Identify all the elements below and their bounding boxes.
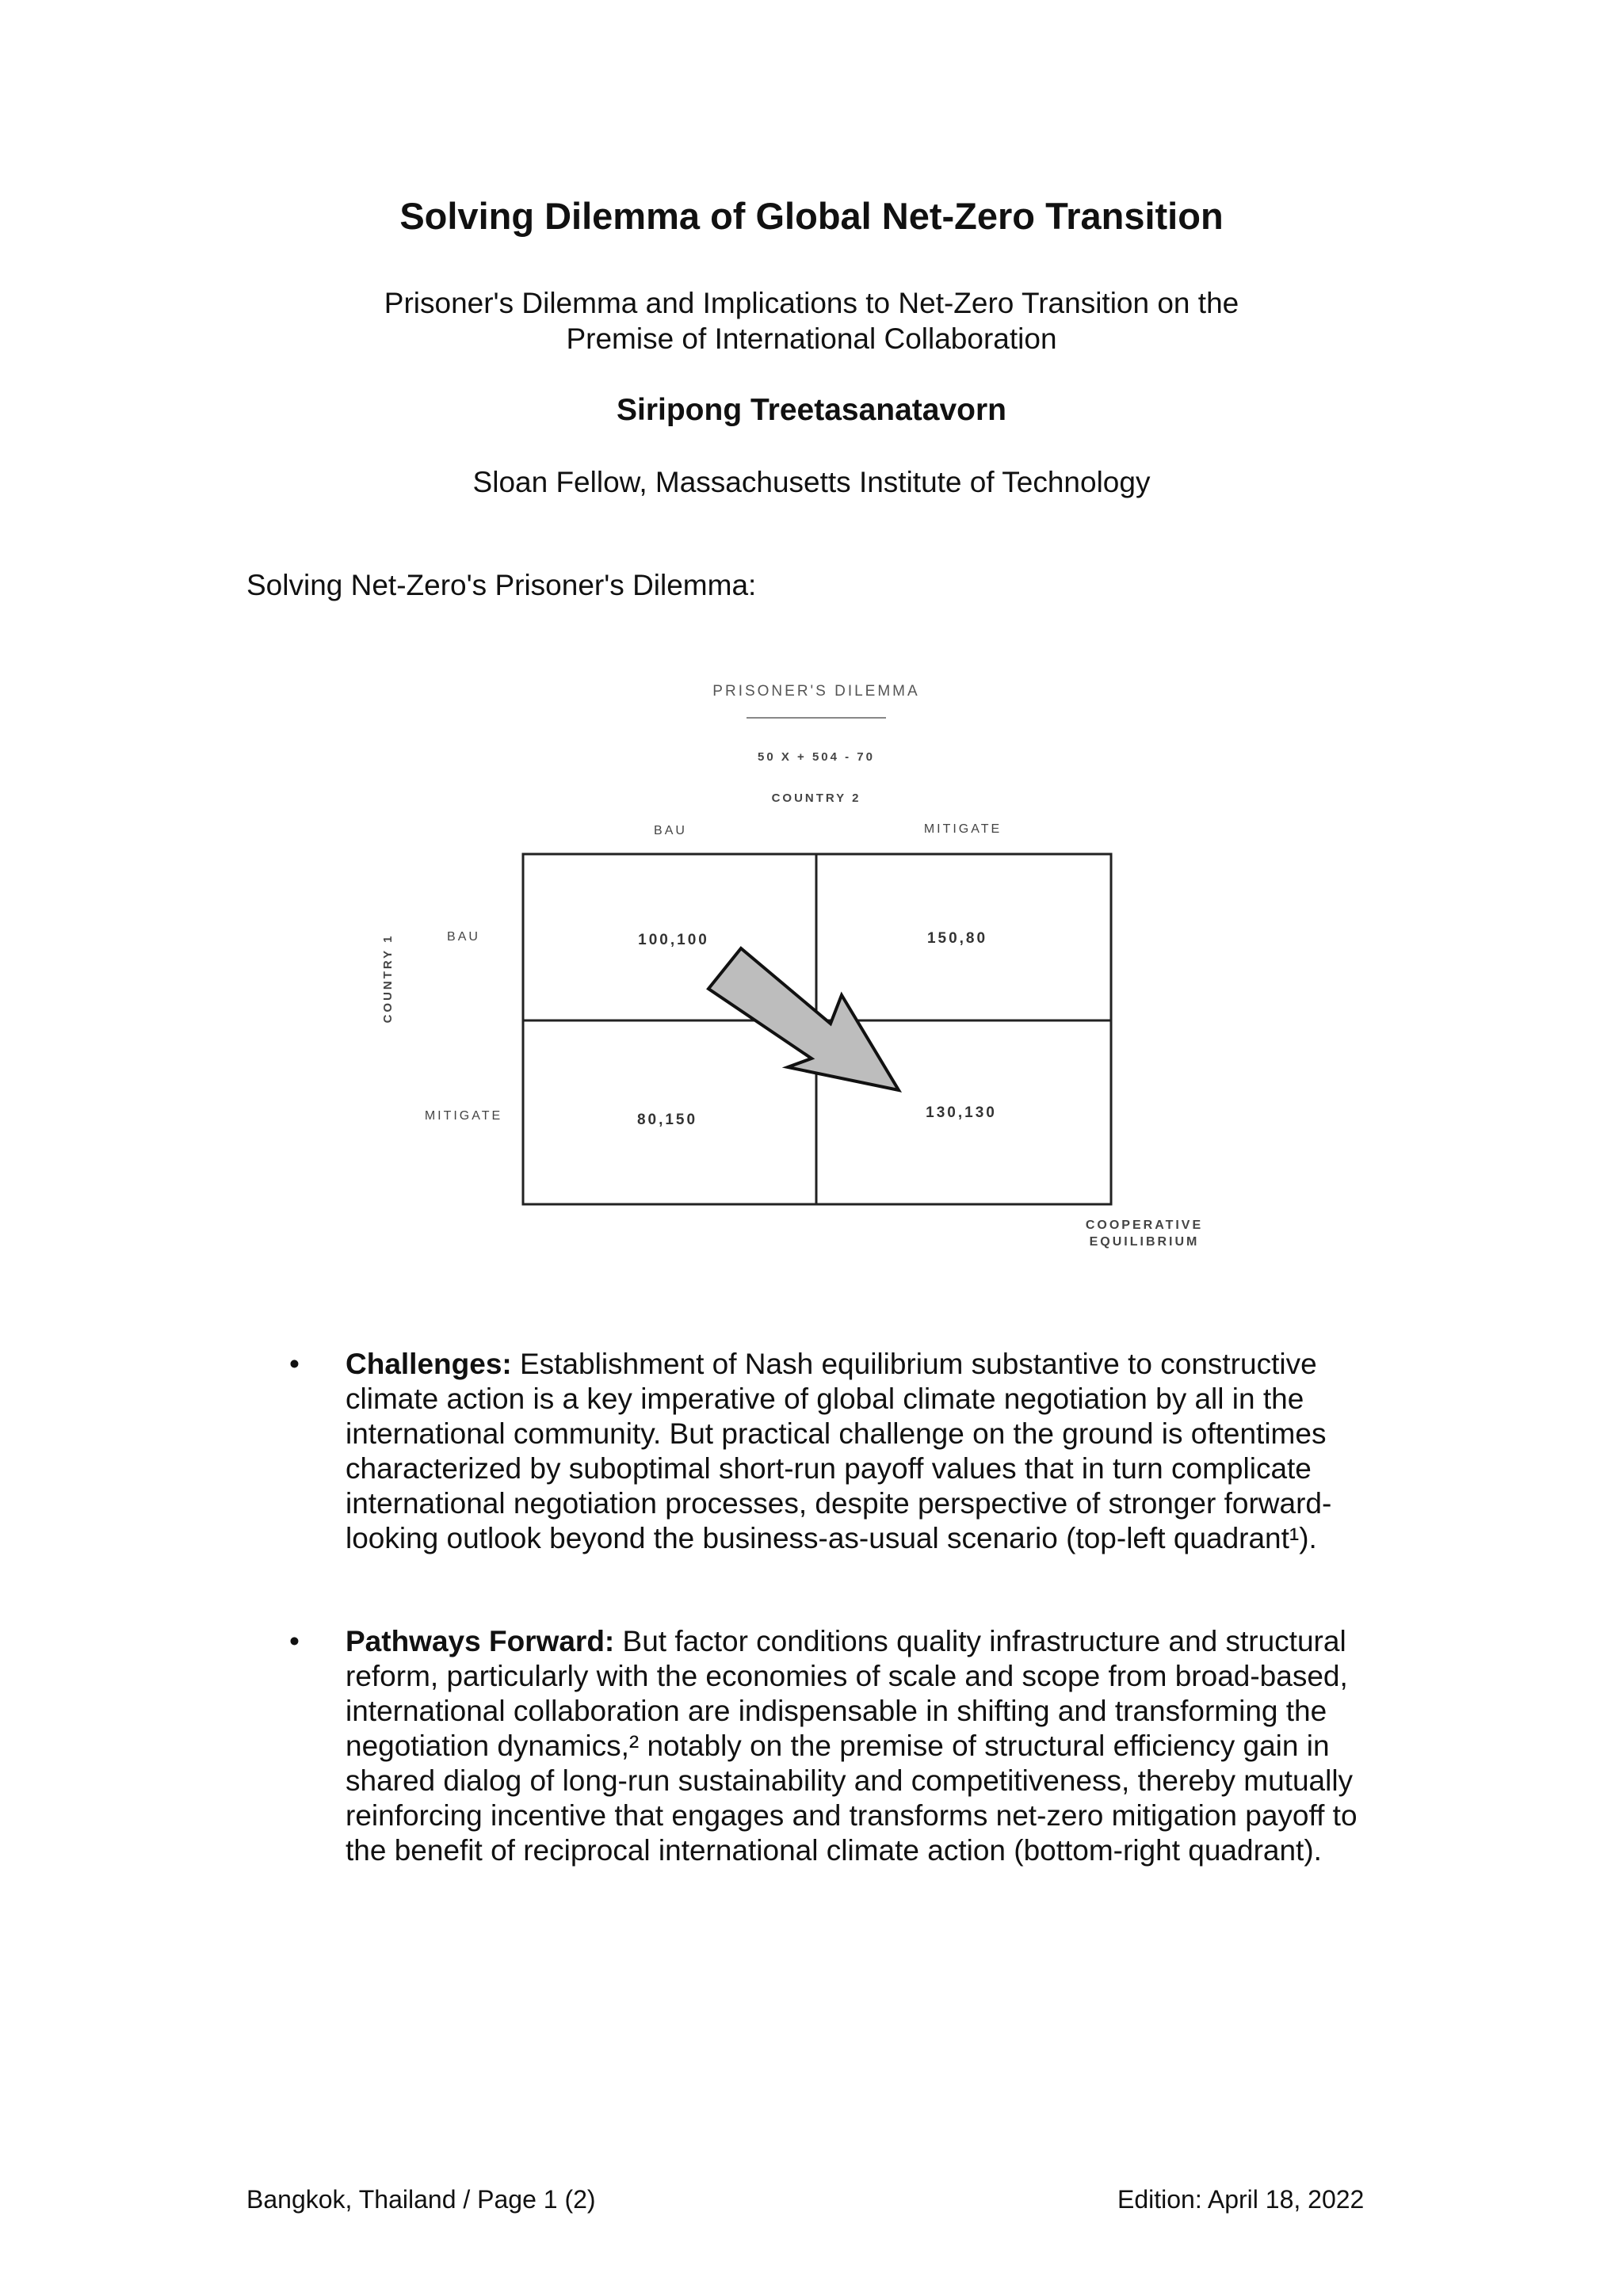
section-heading: Solving Net-Zero's Prisoner's Dilemma: <box>246 569 757 601</box>
equilibrium-label-line-1: COOPERATIVE <box>1085 1219 1204 1232</box>
bullet-lead: Pathways Forward: <box>346 1625 615 1657</box>
row-label-bau: BAU <box>447 930 480 944</box>
bullet-body: Establishment of Nash equilibrium substantive to constructive climate action is a key imperative of global climate negotiation by all in the international community. But practical challenge on the ground is oftentimes characterized by suboptimal short-run payoff values that in turn complicate international negotiation processes, despite perspective of stronger forward-looking outlook beyond the business-as-usual scenario (top-left quadrant¹). <box>346 1348 1332 1554</box>
footer-edition: Edition: April 18, 2022 <box>1117 2185 1365 2214</box>
payoff-mitigate-mitigate: 130,130 <box>926 1104 997 1121</box>
col-label-mitigate: MITIGATE <box>923 822 1002 836</box>
payoff-bau-bau: 100,100 <box>638 932 709 948</box>
document-title: Solving Dilemma of Global Net-Zero Transition <box>399 195 1224 237</box>
footer-location-page: Bangkok, Thailand / Page 1 (2) <box>246 2185 596 2214</box>
equilibrium-label-line-2: EQUILIBRIUM <box>1089 1235 1200 1249</box>
payoff-mitigate-bau: 80,150 <box>636 1112 698 1128</box>
row-label-mitigate: MITIGATE <box>424 1109 503 1123</box>
col-label-bau: BAU <box>654 824 687 837</box>
bullet-text <box>346 1624 1399 1868</box>
author-name: Siripong Treetasanatavorn <box>617 393 1006 427</box>
bullet-point-icon: • <box>289 1625 300 1657</box>
subtitle-line-1: Prisoner's Dilemma and Implications to Net-Zero Transition on the <box>384 287 1239 319</box>
column-player-label: COUNTRY 2 <box>771 791 861 805</box>
bullet-body: But factor conditions quality infrastructure and structural reform, particularly with the economies of scale and scope from broad-based, international collaboration are indispensable in shifting and transforming the negotiation dynamics,² notably on the premise of structural efficiency gain in shared dialog of long-run sustainability and competitiveness, thereby mutually reinforcing incentive that engages and transforms net-zero mitigation payoff to the benefit of reciprocal international climate action (bottom-right quadrant). <box>346 1625 1358 1867</box>
author-affiliation: Sloan Fellow, Massachusetts Institute of Technology <box>472 466 1151 498</box>
figure-title: PRISONER'S DILEMMA <box>712 683 920 700</box>
row-player-label: COUNTRY 1 <box>381 933 395 1024</box>
document-subtitle <box>0 285 1623 357</box>
bullet-pathways-forward <box>289 1624 1399 1868</box>
figure-formula: 50 X + 504 - 70 <box>758 750 875 764</box>
bullet-challenges <box>289 1347 1399 1556</box>
bullet-point-icon: • <box>289 1348 300 1380</box>
payoff-bau-mitigate: 150,80 <box>926 930 988 947</box>
prisoners-dilemma-figure <box>0 666 1623 1268</box>
bullet-text <box>346 1347 1399 1556</box>
subtitle-line-2: Premise of International Collaboration <box>566 322 1057 355</box>
bullet-lead: Challenges: <box>346 1348 512 1380</box>
